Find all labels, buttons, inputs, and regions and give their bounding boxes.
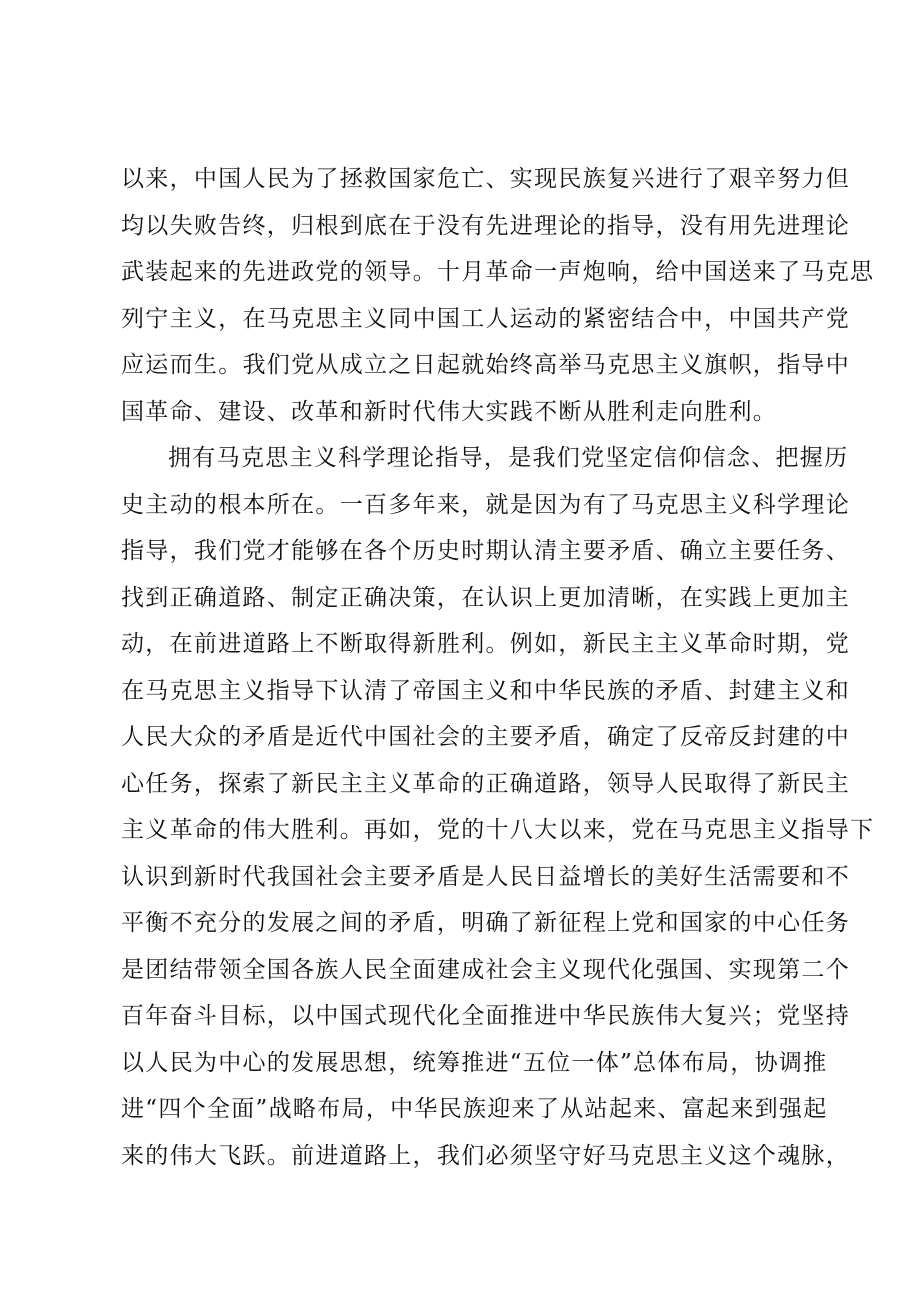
- text-line: 应运而生。我们党从成立之日起就始终高举马克思主义旗帜，指导中: [121, 352, 850, 378]
- text-line: 列宁主义，在马克思主义同中国工人运动的紧密结合中，中国共产党: [121, 305, 850, 332]
- text-line: 武装起来的先进政党的领导。十月革命一声炮响，给中国送来了马克思: [121, 259, 875, 285]
- text-line: 心任务，探索了新民主主义革命的正确道路，领导人民取得了新民主: [121, 770, 850, 797]
- text-line: 找到正确道路、制定正确决策，在认识上更加清晰，在实践上更加主: [121, 584, 850, 611]
- document-body: [121, 156, 875, 1179]
- text-line: 认识到新时代我国社会主要矛盾是人民日益增长的美好生活需要和不: [121, 863, 850, 890]
- text-line: 是团结带领全国各族人民全面建成社会主义现代化强国、实现第二个: [121, 956, 850, 983]
- text-line: 拥有马克思主义科学理论指导，是我们党坚定信仰信念、把握历: [168, 445, 849, 471]
- text-line: 史主动的根本所在。一百多年来，就是因为有了马克思主义科学理论: [121, 491, 850, 518]
- text-line: 指导，我们党才能够在各个历史时期认清主要矛盾、确立主要任务、: [121, 538, 850, 564]
- text-line: 平衡不充分的发展之间的矛盾，明确了新征程上党和国家的中心任务: [121, 910, 850, 936]
- text-line: 人民大众的矛盾是近代中国社会的主要矛盾，确定了反帝反封建的中: [121, 724, 850, 750]
- text-line: 以来，中国人民为了拯救国家危亡、实现民族复兴进行了艰辛努力但: [121, 166, 850, 192]
- text-line: 来的伟大飞跃。前进道路上，我们必须坚守好马克思主义这个魂脉，: [121, 1142, 850, 1169]
- text-line: 动，在前进道路上不断取得新胜利。例如，新民主主义革命时期，党: [121, 631, 850, 657]
- paragraph-1: [121, 156, 875, 435]
- text-line: 均以失败告终，归根到底在于没有先进理论的指导，没有用先进理论: [121, 212, 850, 239]
- text-line: 主义革命的伟大胜利。再如，党的十八大以来，党在马克思主义指导下: [121, 817, 875, 843]
- text-line: 在马克思主义指导下认清了帝国主义和中华民族的矛盾、封建主义和: [121, 677, 850, 704]
- text-line: 国革命、建设、改革和新时代伟大实践不断从胜利走向胜利。: [121, 398, 778, 425]
- text-line: 百年奋斗目标，以中国式现代化全面推进中华民族伟大复兴；党坚持: [121, 1003, 850, 1029]
- text-line: 以人民为中心的发展思想，统筹推进“五位一体”总体布局，协调推: [121, 1049, 828, 1076]
- paragraph-2: [121, 435, 875, 1179]
- text-line: 进“四个全面”战略布局，中华民族迎来了从站起来、富起来到强起: [121, 1096, 828, 1122]
